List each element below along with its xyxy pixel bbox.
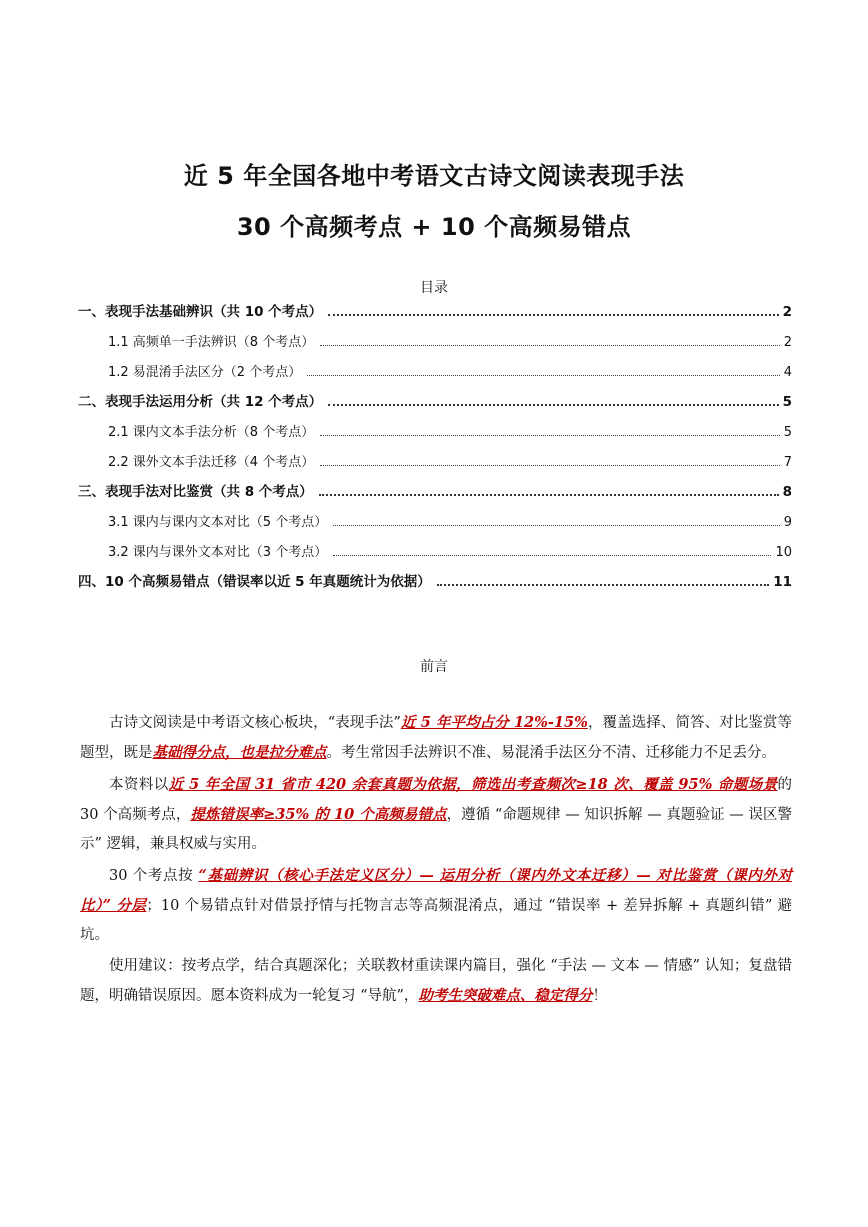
toc-leader-dots	[328, 403, 778, 406]
toc-heading: 目录	[420, 280, 448, 296]
text-run: 使用建议：按考点学，结合真题深化；关联教材重读课内篇目，强化 “手法 — 文本 — 情感” 认知；复盘错题，明确错误原因。愿本资料成为一轮复习 “导航”，	[80, 958, 792, 1004]
toc-leader-dots	[320, 434, 780, 436]
highlight-text: “基础辨识（核心手法定义区分）— 运用分析（课内外文本迁移）— 对比鉴赏（课内外对比）” 分层	[80, 867, 793, 914]
toc-entry-page: 2	[782, 304, 792, 320]
toc-entry-page: 5	[783, 425, 792, 440]
preface-paragraph-4	[80, 952, 792, 1011]
toc-leader-dots	[333, 524, 780, 526]
highlight-text: 助考生突破难点、稳定得分	[418, 987, 593, 1004]
highlight-text: 近 5 年平均占分 12%-15%	[400, 714, 588, 731]
toc-entry[interactable]	[78, 386, 792, 416]
toc-entry[interactable]	[78, 296, 792, 326]
toc-entry[interactable]	[78, 536, 792, 566]
toc-entry-page: 4	[783, 365, 792, 380]
text-run: 30 个考点按	[109, 868, 199, 884]
toc-entry-label: 1.2 易混淆手法区分（2 个考点）	[108, 365, 302, 380]
highlight-text: 提炼错误率≥35% 的 10 个高频易错点	[190, 806, 447, 823]
text-run: 的 30 个高频考点，	[80, 777, 793, 823]
toc-entry[interactable]	[78, 566, 792, 596]
text-run: ；10 个易错点针对借景抒情与托物言志等高频混淆点，通过 “错误率 + 差异拆解 + 真题纠错” 避坑。	[80, 898, 793, 943]
toc-entry[interactable]	[78, 446, 792, 476]
text-run: 。考生常因手法辨识不准、易混淆手法区分不清、迁移能力不足丢分。	[326, 745, 776, 761]
toc-entry-page: 5	[782, 394, 792, 410]
toc-leader-dots	[333, 554, 771, 556]
preface-body	[80, 708, 792, 1013]
toc-leader-dots	[320, 464, 780, 466]
document-title-line2: 30 个高频考点 + 10 个高频易错点	[236, 213, 632, 241]
toc-leader-dots	[320, 344, 780, 346]
highlight-text: 近 5 年全国 31 省市 420 余套真题为依据，筛选出考查频次≥18 次、覆盖 95% 命题场景	[168, 776, 778, 793]
preface-heading: 前言	[420, 659, 448, 675]
text-run: 古诗文阅读是中考语文核心板块，“表现手法”	[109, 715, 401, 731]
text-run: ！	[592, 988, 607, 1004]
toc-entry-label: 2.1 课内文本手法分析（8 个考点）	[108, 425, 315, 440]
toc-leader-dots	[319, 493, 779, 496]
toc-entry-page: 7	[783, 455, 792, 470]
toc-entry-label: 三、表现手法对比鉴赏（共 8 个考点）	[78, 484, 313, 500]
toc-entry-label: 1.1 高频单一手法辨识（8 个考点）	[108, 335, 315, 350]
toc-entry[interactable]	[78, 506, 792, 536]
toc-entry-label: 2.2 课外文本手法迁移（4 个考点）	[108, 455, 315, 470]
toc-entry[interactable]	[78, 476, 792, 506]
toc-entry-page: 2	[783, 335, 792, 350]
table-of-contents	[78, 296, 792, 596]
toc-entry-page: 10	[775, 545, 792, 560]
text-run: ，遵循 “命题规律 — 知识拆解 — 真题验证 — 误区警示” 逻辑，兼具权威与实用。	[80, 807, 792, 852]
toc-entry-label: 二、表现手法运用分析（共 12 个考点）	[78, 394, 323, 410]
toc-entry-label: 3.2 课内与课外文本对比（3 个考点）	[108, 545, 328, 560]
toc-entry-label: 一、表现手法基础辨识（共 10 个考点）	[78, 304, 323, 320]
toc-entry-label: 3.1 课内与课内文本对比（5 个考点）	[108, 515, 328, 530]
toc-leader-dots	[307, 374, 780, 376]
toc-entry[interactable]	[78, 416, 792, 446]
preface-paragraph-2	[80, 770, 792, 859]
preface-paragraph-1	[80, 708, 792, 768]
highlight-text: 基础得分点，也是拉分难点	[152, 744, 327, 761]
toc-entry-page: 8	[782, 484, 792, 500]
toc-leader-dots	[328, 313, 778, 316]
toc-leader-dots	[437, 583, 769, 586]
preface-paragraph-3	[80, 861, 792, 950]
text-run: 本资料以	[109, 777, 169, 793]
toc-entry-page: 11	[773, 574, 792, 590]
text-run: ，覆盖选择、简答、对比鉴赏等题型，既是	[80, 715, 793, 761]
document-title-line1: 近 5 年全国各地中考语文古诗文阅读表现手法	[183, 162, 685, 190]
toc-entry-label: 四、10 个高频易错点（错误率以近 5 年真题统计为依据）	[78, 574, 431, 590]
toc-entry-page: 9	[783, 515, 792, 530]
toc-entry[interactable]	[78, 326, 792, 356]
toc-entry[interactable]	[78, 356, 792, 386]
